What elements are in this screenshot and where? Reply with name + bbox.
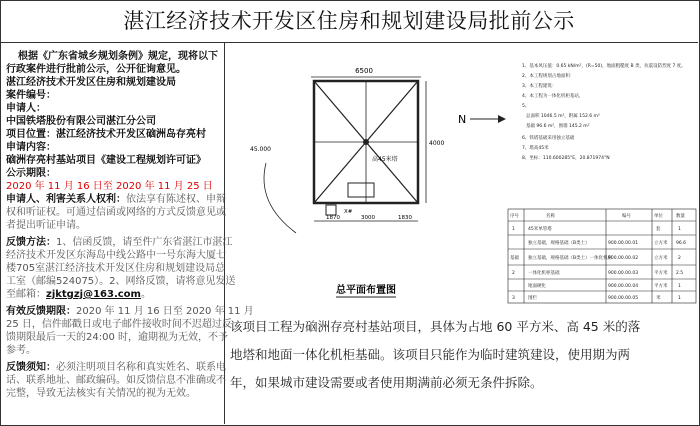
r5-c3: 米 — [656, 296, 661, 301]
th-4: 数量 — [676, 214, 685, 219]
note-label: 反馈须知： — [6, 362, 56, 373]
table-text — [510, 212, 686, 301]
project-location — [6, 128, 222, 141]
email-link[interactable]: zjktgzj@163.com — [46, 289, 141, 300]
arc-line — [264, 163, 296, 233]
feedback-line-2: 经济技术开发区东海岛中线公路中一号东海大厦七 — [6, 250, 226, 261]
rights-text-1: 依法享有陈述权、申辩 — [126, 194, 226, 205]
note-line-2: 话、联系地址、邮政编码。如反馈信息不准确或不 — [6, 375, 226, 386]
description-line-3: 年，如果城市建设需要或者使用期满前必须无条件拆除。 — [230, 375, 543, 390]
r5-c1: 围栏 — [528, 296, 537, 301]
th-2: 编号 — [622, 214, 631, 219]
r5-c2: 900.00.00.05 — [608, 296, 639, 301]
center-label: 高45米塔 — [372, 156, 398, 163]
site-plan-drawing — [226, 43, 698, 305]
issuer-line: 湛江经济技术开发区住房和规划建设局 — [6, 77, 176, 88]
r2-c1: 独立基础，规格基础（B类土）一体化机柜 — [528, 256, 613, 261]
th-1: 名称 — [546, 214, 555, 219]
rights-line-2: 权和听证权。可通过信函或网络的方式反馈意见或 — [6, 207, 226, 218]
email-tail: 。 — [140, 289, 151, 300]
deadline-text-1: 2020 年 11 月 16 日至 2020 年 11 月 — [76, 306, 254, 317]
r2-c3: 立方米 — [654, 256, 668, 261]
dim-side-label: 4000 — [429, 140, 445, 147]
r0-c0: 1 — [512, 227, 515, 232]
feedback-line-5 — [6, 288, 222, 301]
r4-c3: 平方米 — [654, 284, 668, 289]
note-8: 7、塔高45米 — [522, 146, 549, 151]
note-4: 5、 — [522, 104, 530, 109]
r1-c2: 900.00.00.01 — [608, 241, 639, 246]
page-title: 湛江经济技术开发区住房和规划建设局批前公示 — [0, 0, 698, 43]
r4-c1: 地面硬化 — [528, 284, 546, 289]
r0-c3: 套 — [656, 227, 661, 232]
note-6: 基础 96.6 m²，围墙 145.2 m² — [526, 124, 590, 129]
tower-center — [363, 139, 369, 145]
feedback-text-5: 至邮箱： — [6, 289, 46, 300]
notice-text-panel — [0, 43, 254, 424]
note-text-1: 必须注明项目名称和真实姓名、联系电 — [56, 362, 226, 373]
feedback-line-1 — [6, 236, 233, 249]
note-0: 1、基本风压值：0.65 kN/m²，(R=50)，地面粗糙度 B 类，抗震设防烈度 7 度。 — [522, 64, 686, 69]
r0-c4: 1 — [678, 227, 681, 232]
dim-bottom-a: 1870 — [326, 215, 340, 221]
dim-bottom-c: 1830 — [398, 215, 412, 221]
r2-c0: 基础 — [510, 256, 519, 261]
deadline-line-2: 25 日，信件邮戳日或电子邮件接收时间不迟超过反 — [6, 319, 232, 330]
case-no-label: 案件编号： — [6, 90, 56, 101]
r2-c2: 900.00.00.02 — [608, 256, 639, 261]
feedback-text-1: 1、信函反馈，请至件广东省湛江市湛江 — [56, 237, 233, 248]
rights-label: 申请人、利害关系人权利： — [6, 194, 126, 205]
r3-c1: 一体化机柜基础 — [528, 271, 560, 276]
th-0: 序号 — [510, 214, 519, 219]
deadline-line-3: 馈期限最后一天的24:00 时，逾期视为无效，不予 — [6, 332, 228, 343]
rights-line-1 — [6, 193, 226, 206]
intro-line-1: 根据《广东省城乡规划条例》规定，现将以下 — [18, 51, 218, 62]
intro-line-2: 行政案件进行批前公示，公开征询意见。 — [6, 64, 186, 75]
note-9: 8、坐标：110.600285°E，20.871974°N — [522, 156, 610, 161]
applicant-value: 中国铁塔股份有限公司湛江分公司 — [6, 116, 156, 127]
project-value: 湛江经济技术开发区硇洲岛存亮村 — [56, 129, 206, 140]
note-5: 总面积 1046.5 m²，附属 152.6 m² — [526, 114, 600, 119]
deadline-label: 有效反馈期限： — [6, 306, 76, 317]
dim-bottom-b: 3000 — [361, 215, 375, 221]
r5-c4: 1 — [678, 296, 681, 301]
r3-c4: 2.5 — [676, 271, 684, 276]
arc-label: 45.000 — [250, 146, 271, 153]
applicant-label: 申请人： — [6, 103, 46, 114]
point-label: X# — [344, 209, 353, 215]
north-arrow-head — [498, 115, 506, 123]
plan-caption: 总平面布置图 — [336, 285, 396, 296]
r2-c4: 2 — [678, 256, 681, 261]
description-line-2: 地塔和地面一体化机柜基础。该项目只能作为临时建筑建设，使用期为两 — [230, 347, 631, 362]
plan-notes — [522, 62, 686, 161]
north-label: N — [458, 113, 467, 126]
deadline-line-4: 参考。 — [6, 345, 36, 356]
note-2: 3、本工程建筑： — [522, 84, 557, 89]
note-line-3: 完整，导致无法核实有关情况的视为无效。 — [6, 388, 196, 399]
site-plan-svg — [226, 43, 698, 305]
period-value: 2020 年 11 月 16 日至 2020 年 11 月 25 日 — [6, 181, 213, 192]
description-line-1: 该项目工程为硇洲存亮村基站项目，具体为占地 60 平方米、高 45 米的落 — [230, 319, 641, 334]
feedback-line-4: 工室（邮编524075）。2、网络反馈，请将意见发送 — [6, 276, 236, 287]
feedback-label: 反馈方法： — [6, 237, 56, 248]
r1-c4: 96.6 — [676, 241, 687, 246]
note-3: 4、本工程为一体化机柜基站， — [522, 94, 584, 99]
deadline-line-1 — [6, 305, 254, 318]
r0-c1: 45米单管塔 — [528, 227, 552, 232]
rights-line-3: 者提出听证申请。 — [6, 220, 86, 231]
note-line-1 — [6, 361, 226, 374]
period-label: 公示期限： — [6, 168, 56, 179]
foundation-block — [326, 205, 336, 215]
content-value: 硇洲存亮村基站项目《建设工程规划许可证》 — [6, 155, 206, 166]
th-3: 单位 — [654, 214, 663, 219]
note-7: 6、铁塔基础采用独立基础 — [522, 136, 575, 141]
r3-c2: 900.00.00.03 — [608, 271, 639, 276]
project-label: 项目位置： — [6, 129, 56, 140]
r3-c3: 平方米 — [654, 271, 668, 276]
content-label: 申请内容： — [6, 142, 56, 153]
r1-c3: 立方米 — [654, 241, 668, 246]
feedback-line-3: 楼705室湛江经济技术开发区住房和规划建设局总 — [6, 263, 226, 274]
r3-c0: 2 — [512, 271, 515, 276]
dim-top-label: 6500 — [355, 67, 373, 75]
r4-c4: 1 — [678, 284, 681, 289]
r5-c0: 3 — [512, 296, 515, 301]
r4-c2: 900.00.00.04 — [608, 284, 639, 289]
note-1: 2、本工程规划占地面积： — [522, 74, 575, 79]
cabinet — [348, 183, 374, 197]
r1-c1: 独立基础，规格基础（B类土） — [528, 241, 590, 246]
